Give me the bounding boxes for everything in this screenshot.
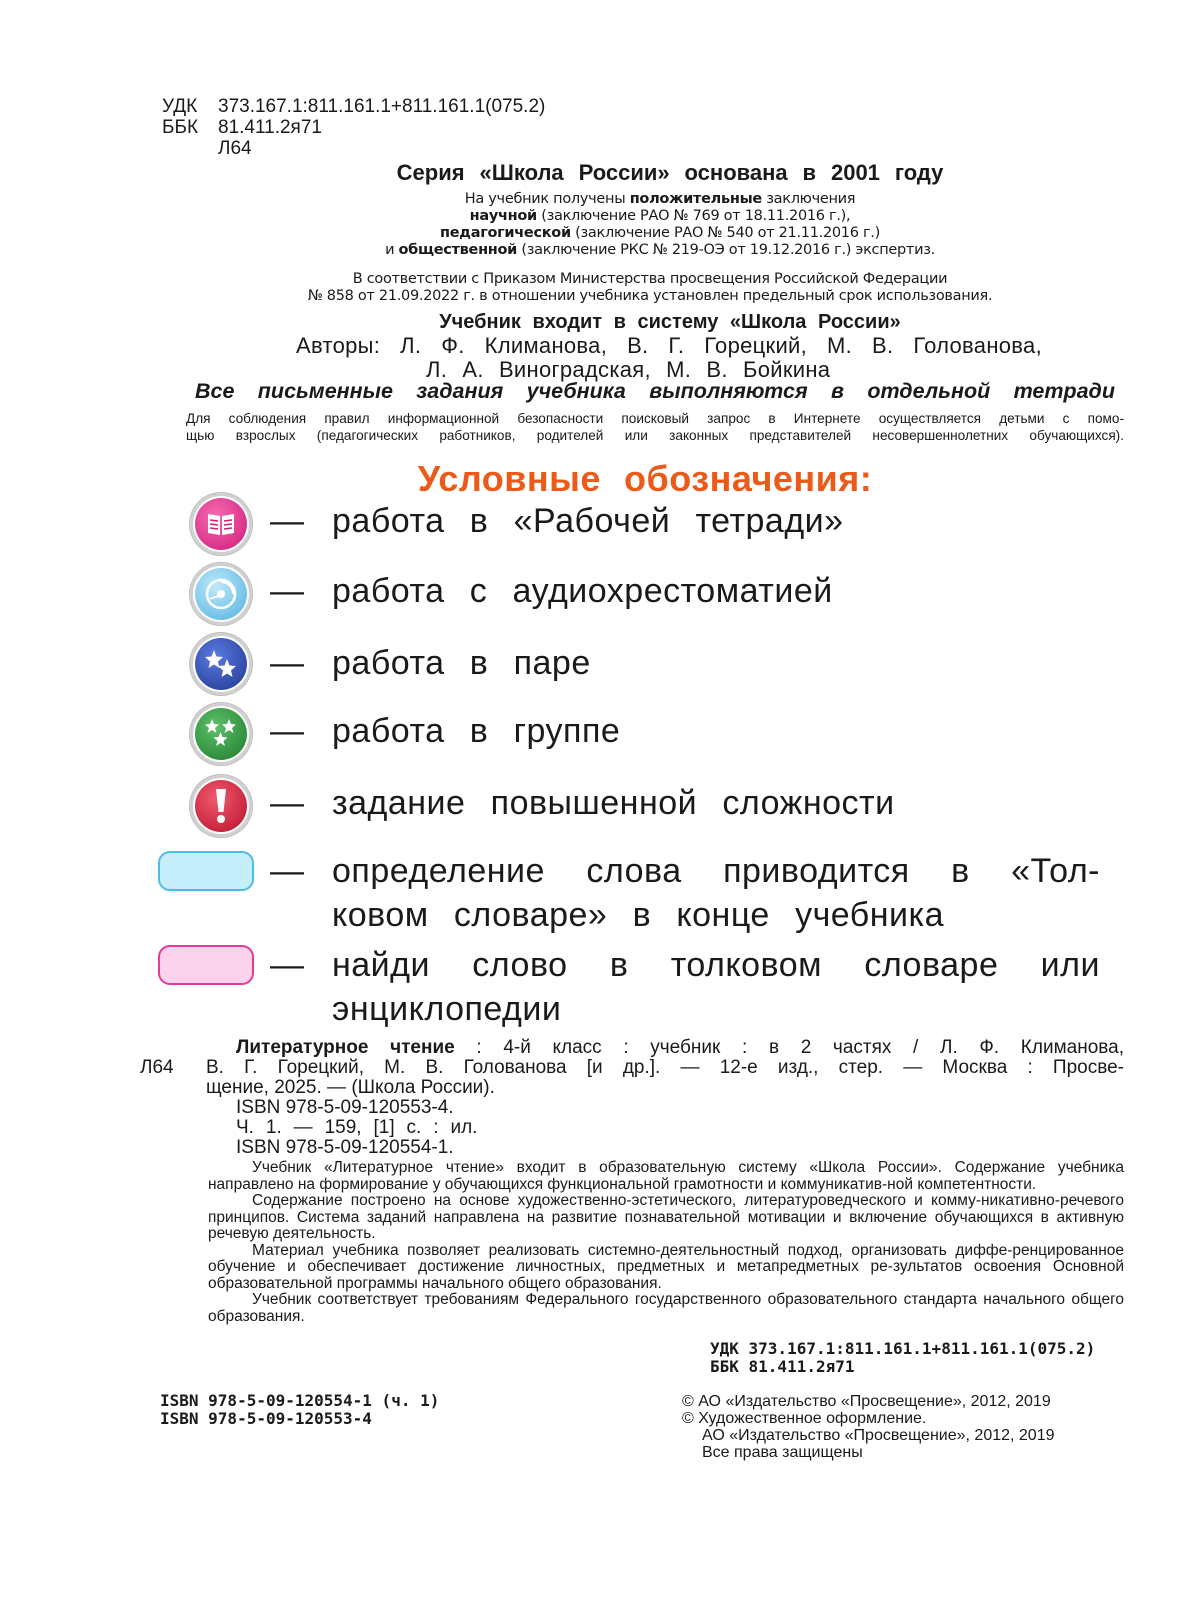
biblio-code: Л64 bbox=[140, 1057, 174, 1078]
annotation bbox=[208, 1160, 1124, 1325]
concl-text: (заключение РКС № 219-ОЭ от 19.12.2016 г.) экспертиз. bbox=[517, 242, 935, 258]
annotation-paragraph: Материал учебника позволяет реализовать системно-деятельностный подход, организовать диффе-ренцированное обучение и обеспечивает достижение личностных, предметных и метапредметных ре-зультатов освоения Основной образовательной программы начального общего образования. bbox=[208, 1241, 1124, 1292]
concl-bold: педагогической bbox=[440, 225, 571, 241]
legend-text-line: ковом словаре» в конце учебника bbox=[332, 896, 945, 934]
udk-footer-line: УДК 373.167.1:811.161.1+811.161.1(075.2) bbox=[710, 1339, 1096, 1358]
legend-dash: — bbox=[270, 784, 304, 822]
biblio-record bbox=[206, 1037, 1124, 1158]
concl-text: (заключение РАО № 769 от 18.11.2016 г.), bbox=[536, 208, 851, 224]
system-note: Учебник входит в систему «Школа России» bbox=[439, 311, 901, 333]
legend-item-workbook bbox=[190, 493, 844, 555]
legend-text-line: найди слово в толковом словаре или bbox=[332, 946, 1100, 984]
udk-label: УДК bbox=[162, 96, 198, 117]
expert-conclusions bbox=[330, 191, 990, 259]
concl-text: (заключение РАО № 540 от 21.11.2016 г.) bbox=[570, 225, 880, 241]
legend-item-dictionary-definition bbox=[158, 851, 1100, 934]
legend-text bbox=[332, 943, 1100, 1031]
concl-bold: положительные bbox=[629, 191, 762, 207]
legend-item-audio bbox=[190, 563, 833, 625]
order-line: № 858 от 21.09.2022 г. в отношении учебника установлен предельный срок использования. bbox=[307, 288, 993, 304]
copyright-line: Все права защищены bbox=[702, 1444, 863, 1461]
legend-text: работа с аудиохрестоматией bbox=[332, 572, 833, 610]
copyright-line: © Художественное оформление. bbox=[682, 1410, 927, 1427]
concl-text: На учебник получены bbox=[464, 191, 630, 207]
legend-dash: — bbox=[270, 572, 304, 610]
biblio-line: щение, 2025. — (Школа России). bbox=[206, 1077, 495, 1098]
udk-header bbox=[162, 96, 545, 159]
legend-text-line: определение слова приводится в «Тол- bbox=[332, 852, 1100, 890]
legend-dash: — bbox=[270, 644, 304, 682]
legend-dash: — bbox=[270, 712, 304, 750]
concl-text: и bbox=[385, 242, 399, 258]
pink-box-icon bbox=[158, 945, 254, 985]
safety-line: щью взрослых (педагогических работников, родителей или законных представителей несовершеннолетних обучающихся). bbox=[186, 428, 1124, 443]
biblio-line: Ч. 1. — 159, [1] с. : ил. bbox=[236, 1117, 478, 1138]
copyright bbox=[682, 1393, 1124, 1461]
legend-item-pair bbox=[190, 633, 591, 695]
biblio-text: : 4-й класс : учебник : в 2 частях / Л. Ф. Климанова, bbox=[454, 1037, 1124, 1058]
legend-text-line: энциклопедии bbox=[332, 990, 562, 1028]
series-note: Серия «Школа России» основана в 2001 году bbox=[396, 160, 944, 185]
concl-bold: общественной bbox=[398, 242, 518, 258]
authors-line: Авторы: Л. Ф. Климанова, В. Г. Горецкий, М. В. Голованова, bbox=[296, 333, 1042, 358]
safety-line: Для соблюдения правил информационной безопасности поисковый запрос в Интернете осуществляется детьми с помо- bbox=[186, 411, 1124, 426]
legend-dash: — bbox=[270, 502, 304, 540]
authors-line: Л. А. Виноградская, М. В. Бойкина bbox=[426, 357, 831, 382]
ministry-order bbox=[300, 271, 1000, 305]
bbk-value: 81.411.2я71 bbox=[218, 117, 322, 138]
audio-disc-icon bbox=[190, 563, 252, 625]
concl-bold: научной bbox=[469, 208, 537, 224]
udk-footer bbox=[710, 1340, 1124, 1376]
isbn-line: ISBN 978-5-09-120554-1 (ч. 1) bbox=[160, 1391, 440, 1410]
bbk-label: ББК bbox=[162, 117, 199, 138]
legend-text: задание повышенной сложности bbox=[332, 784, 895, 822]
legend-text: работа в «Рабочей тетради» bbox=[332, 502, 844, 540]
written-tasks-note: Все письменные задания учебника выполняются в отдельной тетради bbox=[195, 379, 1115, 403]
workbook-icon bbox=[190, 493, 252, 555]
legend-title: Условные обозначения: bbox=[417, 458, 873, 499]
biblio-line bbox=[236, 1038, 1124, 1058]
safety-note bbox=[186, 410, 1124, 444]
isbn-line: ISBN 978-5-09-120553-4 bbox=[160, 1409, 372, 1428]
legend-dash: — bbox=[270, 852, 304, 890]
legend-text bbox=[332, 849, 1100, 937]
biblio-line: В. Г. Горецкий, М. В. Голованова [и др.]. — 12-е изд., стер. — Москва : Просве- bbox=[206, 1057, 1124, 1078]
legend-item-group bbox=[190, 703, 621, 765]
authors bbox=[296, 334, 1042, 382]
legend-text: работа в группе bbox=[332, 712, 621, 750]
legend-item-hard-task bbox=[190, 775, 895, 837]
biblio-line: ISBN 978-5-09-120553-4. bbox=[236, 1097, 454, 1118]
three-stars-icon bbox=[190, 703, 252, 765]
biblio-line: ISBN 978-5-09-120554-1. bbox=[236, 1137, 454, 1158]
udk-footer-line: ББК 81.411.2я71 bbox=[710, 1357, 855, 1376]
annotation-paragraph: Учебник «Литературное чтение» входит в образовательную систему «Школа России». Содержание учебника направлено на формирование у обучающихся функциональной грамотности и коммуникатив-ной компетентности. bbox=[208, 1159, 1124, 1193]
blue-box-icon bbox=[158, 851, 254, 891]
book-title: Литературное чтение bbox=[236, 1037, 455, 1058]
two-stars-icon bbox=[190, 633, 252, 695]
isbn-footer bbox=[160, 1392, 439, 1428]
author-mark: Л64 bbox=[218, 138, 252, 159]
copyright-line: © АО «Издательство «Просвещение», 2012, 2019 bbox=[682, 1393, 1051, 1410]
udk-value: 373.167.1:811.161.1+811.161.1(075.2) bbox=[218, 96, 546, 117]
exclamation-icon bbox=[190, 775, 252, 837]
legend-text: работа в паре bbox=[332, 644, 591, 682]
legend-item-find-word bbox=[158, 945, 1100, 1028]
legend-dash: — bbox=[270, 946, 304, 984]
annotation-paragraph: Учебник соответствует требованиям Федерального государственного образовательного стандарта начального общего образования. bbox=[208, 1291, 1124, 1325]
concl-text: заключения bbox=[761, 191, 856, 207]
copyright-line: АО «Издательство «Просвещение», 2012, 2019 bbox=[702, 1427, 1055, 1444]
order-line: В соответствии с Приказом Министерства просвещения Российской Федерации bbox=[352, 271, 948, 287]
annotation-paragraph: Содержание построено на основе художественно-эстетического, литературоведческого и комму-никативно-речевого принципов. Система заданий направлена на развитие познавательной мотивации и включение обучающихся в активную речевую деятельность. bbox=[208, 1192, 1124, 1242]
